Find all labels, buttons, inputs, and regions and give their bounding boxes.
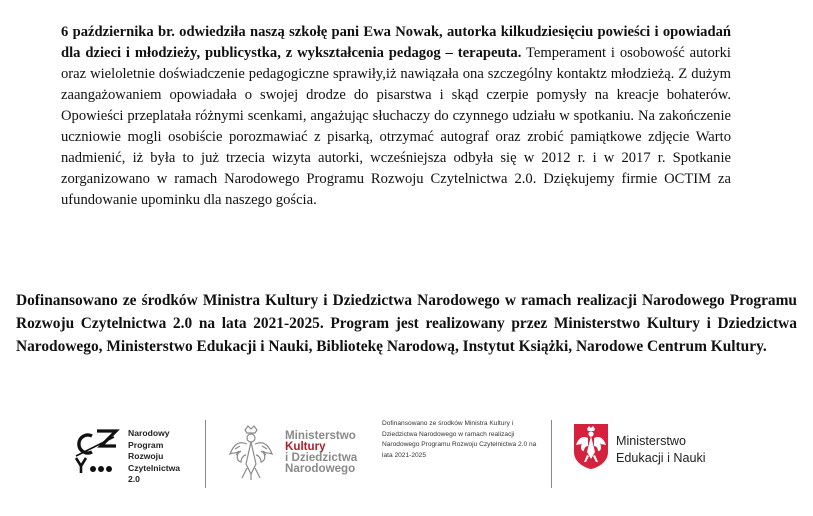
article-text	[61, 22, 731, 211]
eagle-emblem-red-icon	[572, 422, 610, 470]
nprc-logo-label: Narodowy Program Rozwoju Czytelnictwa 2.0	[128, 428, 181, 485]
article-body: Temperament i osobowość autorki oraz wieloletnie doświadczenie pedagogiczne sprawiły,iż nawiązała ona szczególny kontaktz młodzieżą. Z dużym zaangażowaniem opowiadała o swojej drodze do pisarstwa i skąd czerpie pomysły na kreacje bohaterów. Opowieści przeplatała różnymi scenkami, angażując słuchaczy do czynnego udziału w spotkaniu. Na zakończenie uczniowie mogli osobiście porozmawiać z pisarką, otrzymać autograf oraz zrobić pamiątkowe zdjęcie Warto nadmienić, iż była to już trzecia wizyta autorki, wcześniejsza odbyła się w 2012 r. i w 2017 r. Spotkanie zorganizowano w ramach Narodowego Programu Rozwoju Czytelnictwa 2.0. Dziękujemy firmie OCTIM za ufundowanie upominku dla naszego gościa.	[61, 45, 731, 208]
funding-statement: Dofinansowano ze środków Ministra Kultury i Dziedzictwa Narodowego w ramach realizacji Narodowego Programu Rozwoju Czytelnictwa 2.0 na lata 2021-2025. Program jest realizowany przez Ministerstwo Kultury i Dziedzictwa Narodowego, Ministerstwo Edukacji i Nauki, Bibliotekę Narodową, Instytut Książki, Narodowe Centrum Kultury.	[16, 292, 797, 355]
logo-divider	[551, 420, 552, 488]
men-logo-label: Ministerstwo Edukacji i Nauki	[616, 434, 706, 465]
mkdn-logo-label: Ministerstwo Kultury i Dziedzictwa Narodowego	[285, 429, 358, 475]
eagle-emblem-icon	[228, 424, 274, 482]
nprc-logo-icon	[70, 422, 124, 478]
logo-divider	[205, 420, 206, 488]
funding-note: Dofinansowano ze środków Ministra Kultury i Dziedzictwa Narodowego w ramach realizacji Narodowego Programu Rozwoju Czytelnictwa 2.0 na lata 2021-2025	[382, 420, 537, 459]
article-lead: 6 października br. odwiedziła naszą szkołę pani Ewa Nowak, autorka kilkudziesięciu powieści i opowiadań dla dzieci i młodzieży, publicystka, z wykształcenia pedagog – terapeuta.	[61, 24, 731, 61]
logo-footer	[0, 412, 813, 504]
